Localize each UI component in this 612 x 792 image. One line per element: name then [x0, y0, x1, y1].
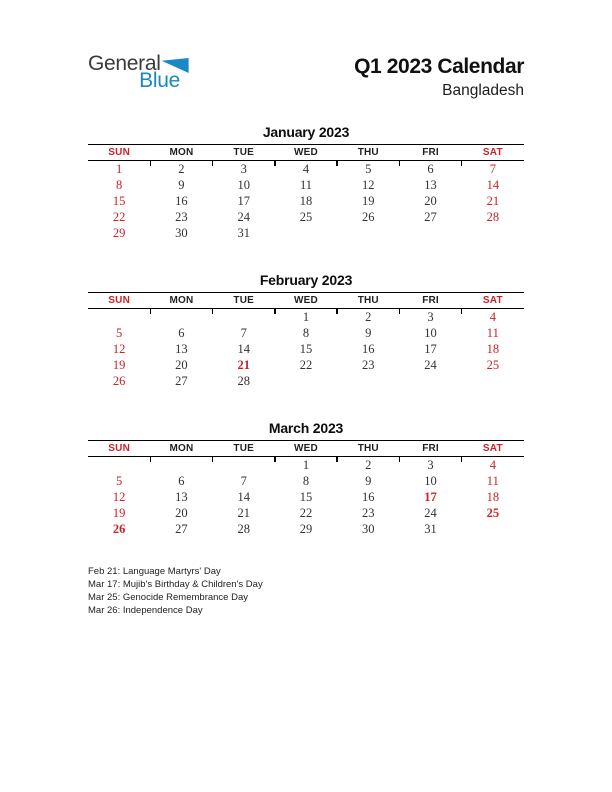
column-tick [274, 457, 276, 462]
date-cell: 11 [486, 326, 499, 340]
empty-date-cell [150, 457, 212, 473]
column-tick [399, 457, 401, 462]
date-cell: 28 [237, 522, 250, 536]
date-cell: 7 [489, 162, 496, 176]
empty-date-cell [462, 521, 524, 537]
weeks-grid [88, 457, 524, 537]
empty-date-cell [213, 457, 275, 473]
empty-date-cell [337, 225, 399, 241]
column-tick [336, 309, 338, 314]
date-cell: 2 [365, 458, 372, 472]
empty-date-cell [150, 309, 212, 325]
day-header-wed: WED [294, 147, 318, 158]
date-cell: 16 [175, 194, 188, 208]
day-header-mon: MON [169, 147, 194, 158]
general-blue-logo [88, 54, 198, 91]
day-header-sun: SUN [108, 147, 130, 158]
date-cell: 27 [175, 522, 188, 536]
column-tick [461, 457, 463, 462]
date-cell: 4 [489, 458, 496, 472]
column-tick [399, 161, 401, 166]
date-cell: 28 [486, 210, 500, 224]
date-cell: 21 [486, 194, 500, 208]
column-tick [212, 309, 214, 314]
title-block [354, 54, 524, 101]
date-cell: 5 [116, 474, 123, 488]
date-cell: 20 [424, 194, 437, 208]
column-tick [336, 457, 338, 462]
holiday-line: Mar 26: Independence Day [88, 605, 203, 616]
date-cell: 14 [237, 342, 250, 356]
day-header-mon: MON [169, 295, 194, 306]
date-cell: 30 [362, 522, 375, 536]
day-header-thu: THU [357, 295, 379, 306]
week-row [88, 489, 524, 505]
empty-date-cell [213, 309, 275, 325]
day-header-sun: SUN [108, 295, 130, 306]
date-cell: 5 [116, 326, 123, 340]
date-cell: 8 [302, 326, 310, 340]
day-header-fri: FRI [422, 147, 439, 158]
day-header-fri: FRI [422, 443, 439, 454]
day-header-wed: WED [294, 295, 318, 306]
column-tick [461, 309, 463, 314]
date-cell: 14 [486, 178, 500, 192]
month-title: January 2023 [262, 124, 350, 140]
date-cell: 4 [302, 162, 310, 176]
date-cell: 6 [178, 474, 185, 488]
date-cell: 13 [175, 490, 188, 504]
empty-date-cell [88, 309, 150, 325]
empty-date-cell [88, 457, 150, 473]
date-cell: 17 [424, 490, 437, 504]
date-cell: 25 [486, 506, 500, 520]
date-cell: 26 [362, 210, 375, 224]
column-tick [274, 309, 276, 314]
date-cell: 18 [299, 194, 313, 208]
date-cell: 13 [175, 342, 188, 356]
date-cell: 20 [175, 506, 188, 520]
week-row [88, 341, 524, 357]
day-header-tue: TUE [233, 147, 254, 158]
date-cell: 22 [112, 210, 126, 224]
date-cell: 3 [427, 458, 434, 472]
column-tick [150, 457, 152, 462]
week-row [88, 357, 524, 373]
date-cell: 10 [237, 178, 250, 192]
day-header-thu: THU [357, 443, 379, 454]
day-header-tue: TUE [233, 295, 254, 306]
column-tick [212, 161, 214, 166]
column-tick [274, 161, 276, 166]
date-cell: 8 [302, 474, 310, 488]
page-title: Q1 2023 Calendar [354, 55, 524, 78]
column-tick [212, 457, 214, 462]
day-header-row [88, 145, 524, 161]
date-cell: 4 [489, 310, 496, 324]
date-cell: 16 [362, 490, 375, 504]
week-row [88, 177, 524, 193]
date-cell: 19 [362, 194, 375, 208]
column-tick [399, 309, 401, 314]
week-row [88, 193, 524, 209]
weeks-grid [88, 161, 524, 241]
date-cell: 12 [362, 178, 375, 192]
day-header-fri: FRI [422, 295, 439, 306]
day-header-sat: SAT [482, 443, 503, 454]
day-header-sun: SUN [108, 443, 130, 454]
date-cell: 3 [427, 310, 434, 324]
date-cell: 3 [240, 162, 247, 176]
day-header-sat: SAT [482, 295, 503, 306]
date-cell: 1 [116, 162, 123, 176]
date-cell: 11 [299, 178, 312, 192]
week-row [88, 473, 524, 489]
date-cell: 29 [112, 226, 126, 240]
date-cell: 6 [427, 162, 434, 176]
empty-date-cell [462, 225, 524, 241]
date-cell: 12 [112, 490, 126, 504]
holiday-line: Mar 17: Mujib's Birthday & Children's Day [88, 579, 263, 590]
holidays-list [88, 565, 263, 617]
day-header-row [88, 441, 524, 457]
day-header-tue: TUE [233, 443, 254, 454]
date-cell: 8 [116, 178, 123, 192]
month-january-2023 [88, 124, 524, 241]
day-header-wed: WED [294, 443, 318, 454]
date-cell: 23 [175, 210, 188, 224]
week-row [88, 161, 524, 177]
month-title: February 2023 [259, 272, 353, 288]
date-cell: 23 [362, 506, 375, 520]
logo-text-general: General [88, 52, 161, 75]
day-header-mon: MON [169, 443, 194, 454]
day-header-sat: SAT [482, 147, 503, 158]
date-cell: 27 [424, 210, 437, 224]
date-cell: 15 [112, 194, 126, 208]
date-cell: 27 [175, 374, 188, 388]
date-cell: 5 [365, 162, 372, 176]
weeks-grid [88, 309, 524, 389]
date-cell: 2 [365, 310, 372, 324]
date-cell: 26 [112, 374, 126, 388]
date-cell: 30 [175, 226, 188, 240]
date-cell: 17 [424, 342, 437, 356]
empty-date-cell [275, 225, 337, 241]
empty-date-cell [462, 373, 524, 389]
date-cell: 6 [178, 326, 185, 340]
date-cell: 24 [237, 210, 250, 224]
date-cell: 31 [237, 226, 250, 240]
month-march-2023 [88, 420, 524, 537]
date-cell: 11 [486, 474, 499, 488]
holiday-line: Mar 25: Genocide Remembrance Day [88, 592, 248, 603]
empty-date-cell [399, 225, 461, 241]
empty-date-cell [337, 373, 399, 389]
month-grid [88, 292, 524, 389]
date-cell: 18 [486, 490, 500, 504]
date-cell: 9 [365, 326, 372, 340]
date-cell: 28 [237, 374, 250, 388]
empty-date-cell [275, 373, 337, 389]
date-cell: 31 [424, 522, 437, 536]
date-cell: 24 [424, 358, 437, 372]
date-cell: 15 [299, 342, 313, 356]
logo-text-blue: Blue [139, 69, 180, 92]
date-cell: 23 [362, 358, 375, 372]
week-row [88, 325, 524, 341]
page-subtitle: Bangladesh [442, 82, 524, 99]
date-cell: 15 [299, 490, 313, 504]
date-cell: 21 [237, 506, 250, 520]
date-cell: 12 [112, 342, 126, 356]
week-row [88, 209, 524, 225]
month-grid [88, 144, 524, 241]
date-cell: 19 [112, 358, 126, 372]
date-cell: 10 [424, 474, 437, 488]
date-cell: 13 [424, 178, 437, 192]
month-february-2023 [88, 272, 524, 389]
week-row [88, 225, 524, 241]
date-cell: 17 [237, 194, 250, 208]
date-cell: 24 [424, 506, 437, 520]
column-tick [150, 309, 152, 314]
week-row [88, 521, 524, 537]
date-cell: 25 [299, 210, 313, 224]
date-cell: 19 [112, 506, 126, 520]
date-cell: 14 [237, 490, 250, 504]
week-row [88, 505, 524, 521]
date-cell: 22 [299, 358, 313, 372]
column-tick [150, 161, 152, 166]
date-cell: 10 [424, 326, 437, 340]
empty-date-cell [399, 373, 461, 389]
date-cell: 29 [299, 522, 313, 536]
date-cell: 9 [178, 178, 185, 192]
date-cell: 22 [299, 506, 313, 520]
date-cell: 20 [175, 358, 188, 372]
date-cell: 18 [486, 342, 500, 356]
column-tick [461, 161, 463, 166]
week-row [88, 309, 524, 325]
date-cell: 26 [112, 522, 126, 536]
day-header-thu: THU [357, 147, 379, 158]
column-tick [336, 161, 338, 166]
holiday-line: Feb 21: Language Martyrs' Day [88, 566, 221, 577]
date-cell: 21 [237, 358, 250, 372]
date-cell: 7 [240, 474, 247, 488]
month-grid [88, 440, 524, 537]
date-cell: 25 [486, 358, 500, 372]
date-cell: 7 [240, 326, 247, 340]
date-cell: 9 [365, 474, 372, 488]
week-row [88, 457, 524, 473]
date-cell: 16 [362, 342, 375, 356]
date-cell: 2 [178, 162, 185, 176]
date-cell: 1 [302, 458, 310, 472]
day-header-row [88, 293, 524, 309]
week-row [88, 373, 524, 389]
month-title: March 2023 [268, 420, 344, 436]
date-cell: 1 [302, 310, 310, 324]
